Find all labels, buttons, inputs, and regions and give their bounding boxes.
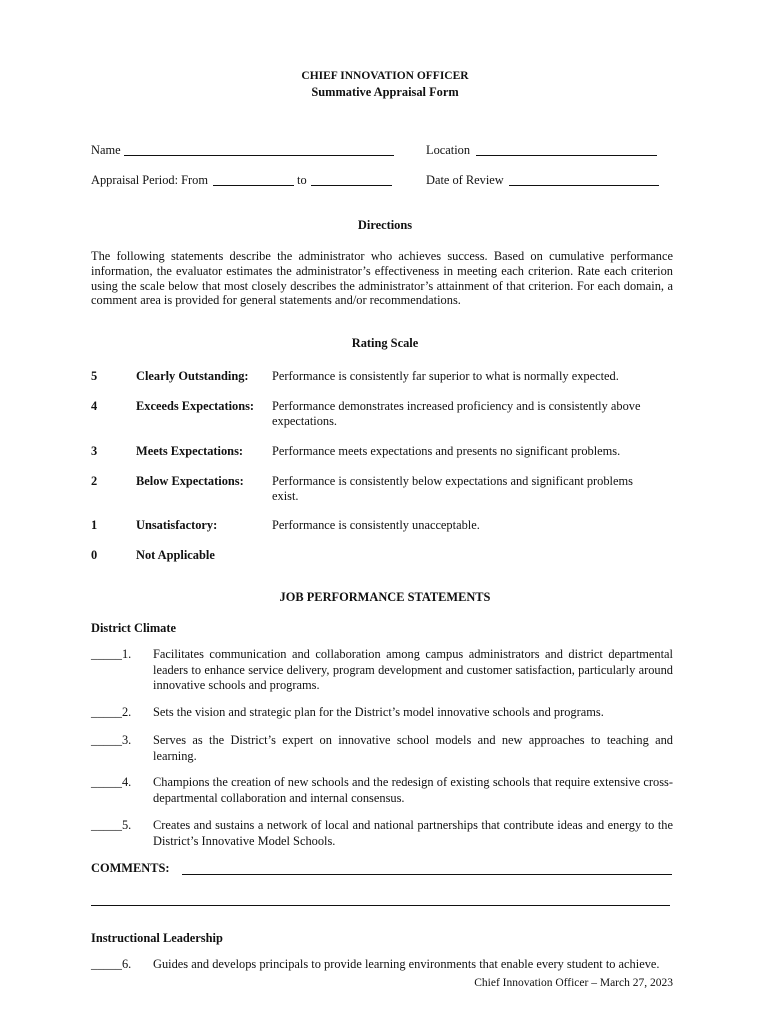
rating-number: 4 bbox=[91, 399, 98, 413]
rating-label: Unsatisfactory: bbox=[136, 518, 218, 532]
rating-blank[interactable]: _____6. bbox=[91, 957, 132, 971]
rating-number: 2 bbox=[91, 474, 98, 488]
rating-number: 0 bbox=[91, 548, 98, 562]
date-of-review-label: Date of Review bbox=[426, 173, 504, 187]
location-label: Location bbox=[426, 143, 471, 157]
rating-number: 3 bbox=[91, 444, 98, 458]
statement-text: Guides and develops principals to provide learning environments that enable every student to achieve. bbox=[153, 957, 660, 971]
domain-title-district-climate: District Climate bbox=[91, 621, 176, 635]
statement-text: Champions the creation of new schools and the redesign of existing schools that require extensive cross-departmental collaboration and internal consensus. bbox=[153, 775, 673, 805]
statement-text: Serves as the District’s expert on innovative school models and new approaches to teaching and learning. bbox=[153, 733, 673, 763]
rating-blank[interactable]: _____5. bbox=[91, 818, 132, 832]
page-footer: Chief Innovation Officer – March 27, 2023 bbox=[474, 977, 673, 989]
rating-label: Exceeds Expectations: bbox=[136, 399, 255, 413]
comments-field-line-2[interactable] bbox=[91, 905, 670, 906]
form-title: CHIEF INNOVATION OFFICER bbox=[301, 70, 469, 82]
rating-blank[interactable]: _____4. bbox=[91, 775, 132, 789]
appraisal-period-label: Appraisal Period: From bbox=[91, 173, 209, 187]
period-from-field[interactable] bbox=[213, 185, 294, 186]
statement-text: Sets the vision and strategic plan for the District’s model innovative schools and programs. bbox=[153, 705, 604, 719]
comments-field-line-1[interactable] bbox=[182, 874, 672, 875]
rating-scale-heading: Rating Scale bbox=[351, 336, 419, 350]
directions-heading: Directions bbox=[357, 218, 413, 232]
rating-description: Performance is consistently far superior to what is normally expected. bbox=[272, 369, 619, 383]
period-to-label: to bbox=[297, 173, 307, 187]
rating-blank[interactable]: _____1. bbox=[91, 647, 132, 661]
statement-text: Facilitates communication and collaboration among campus administrators and district departmental leaders to enhance service delivery, program development and customer satisfaction, particularly around innovative schools and programs. bbox=[153, 647, 673, 692]
rating-blank[interactable]: _____3. bbox=[91, 733, 132, 747]
rating-label: Meets Expectations: bbox=[136, 444, 244, 458]
rating-label: Clearly Outstanding: bbox=[136, 369, 249, 383]
rating-description: Performance is consistently below expectations and significant problems exist. bbox=[272, 474, 633, 503]
rating-number: 5 bbox=[91, 369, 98, 383]
domain-title-instructional-leadership: Instructional Leadership bbox=[91, 931, 223, 945]
rating-blank[interactable]: _____2. bbox=[91, 705, 132, 719]
rating-label: Not Applicable bbox=[136, 548, 215, 562]
rating-number: 1 bbox=[91, 518, 98, 532]
period-to-field[interactable] bbox=[311, 185, 392, 186]
statement-text: Creates and sustains a network of local and national partnerships that contribute ideas and energy to the District’s Innovative Model Schools. bbox=[153, 818, 673, 848]
name-field[interactable] bbox=[124, 155, 394, 156]
location-field[interactable] bbox=[476, 155, 657, 156]
rating-description: Performance demonstrates increased proficiency and is consistently above expectations. bbox=[272, 399, 641, 428]
rating-description: Performance meets expectations and presents no significant problems. bbox=[272, 444, 621, 458]
form-subtitle: Summative Appraisal Form bbox=[311, 85, 459, 99]
rating-label: Below Expectations: bbox=[136, 474, 244, 488]
directions-text: The following statements describe the administrator who achieves success. Based on cumulative performance information, the evaluator estimates the administrator’s effectiveness in meeting each criterion. Rate each criterion using the scale below that most closely describes the administrator’s attainment of that criterion. For each domain, a comment area is provided for general statements and/or recommendations. bbox=[91, 249, 673, 308]
name-label: Name bbox=[91, 143, 121, 157]
comments-label: COMMENTS: bbox=[91, 861, 170, 875]
rating-description: Performance is consistently unacceptable. bbox=[272, 518, 480, 532]
job-performance-heading: JOB PERFORMANCE STATEMENTS bbox=[279, 590, 491, 604]
date-of-review-field[interactable] bbox=[509, 185, 659, 186]
